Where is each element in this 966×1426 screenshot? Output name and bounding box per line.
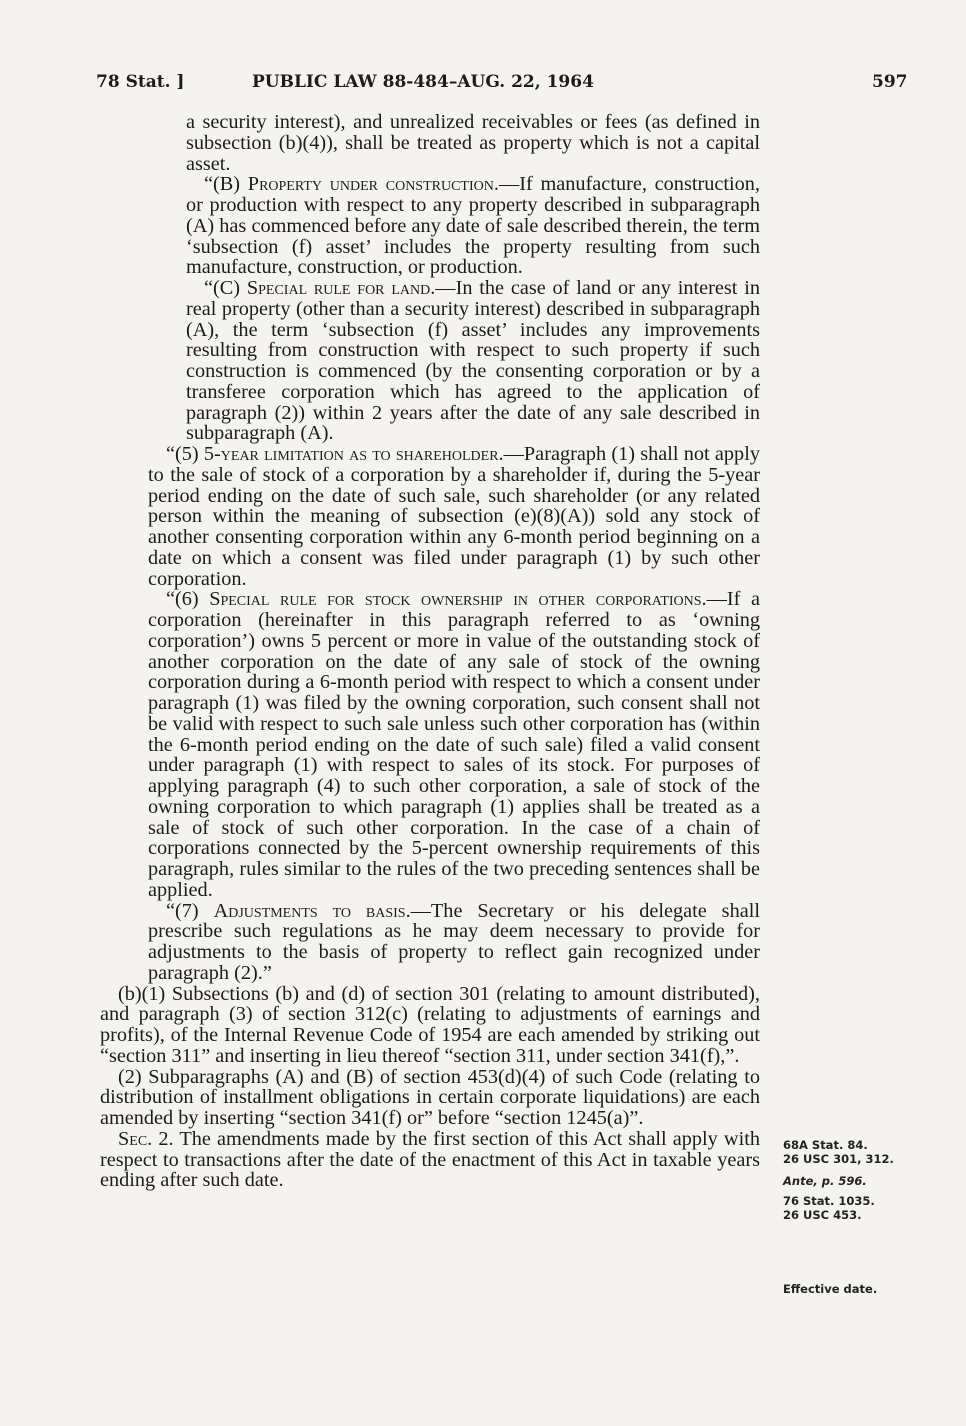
section-heading: Property under construction. xyxy=(247,173,499,196)
margin-note-effective-date: Effective date. xyxy=(783,1282,878,1296)
paragraph-property-under-construction: “(B) Property under construction.—If manufacture, construction, or production with respect to any property described in subparagraph (A) has commenced before any date of sale described therein, the term ‘subsection (f) asset’ includes the property resulting from such manufacture, construction, or production. xyxy=(186,173,760,279)
header-law-title: PUBLIC LAW 88-484–AUG. 22, 1964 xyxy=(252,72,594,92)
section-heading: Special rule for stock ownership in other corporations. xyxy=(209,588,707,611)
paragraph-security-interest: a security interest), and unrealized receivables or fees (as defined in subsection (b)(4)), shall be treated as property which is not a capital asset. xyxy=(186,111,760,175)
statute-text xyxy=(100,112,760,1191)
paragraph-b-1: (b)(1) Subsections (b) and (d) of section 301 (relating to amount distributed), and paragraph (3) of section 312(c) (relating to adjustments of earnings and profits), of the Internal Revenue Code of 1954 are each amended by striking out “section 311” and inserting in lieu thereof “section 311, under section 341(f),”. xyxy=(100,982,760,1067)
paragraph-stock-ownership: “(6) Special rule for stock ownership in other corporations.—If a corporation (hereinafter in this paragraph referred to as ‘owning corporation’) owns 5 percent or more in value of the outstanding stock of another corporation on the date of any sale of stock of the owning corporation during a 6-month period with respect to which a consent under paragraph (1) was filed by the owning corporation, such consent shall not be valid with respect to such sale unless such other corporation has (within the 6-month period ending on the date of such sale) filed a valid consent under paragraph (1) with respect to sales of its stock. For purposes of applying paragraph (4) to such other corporation, a sale of stock of the owning corporation to which paragraph (1) applies shall be treated as a sale of stock of such other corporation. In the case of a chain of corporations connected by the 5-percent ownership requirements of this paragraph, rules similar to the rules of the two preceding sentences shall be applied. xyxy=(148,588,760,901)
paragraph-sec-2: Sec. 2. The amendments made by the first section of this Act shall apply with respect to transactions after the date of the enactment of this Act in taxable years ending after such date. xyxy=(100,1127,760,1192)
section-heading: Special rule for land. xyxy=(246,277,436,299)
paragraph-special-rule-for-land: “(C) Special rule for land.—In the case of land or any interest in real property (other than a security interest) described in subparagraph (A), the term ‘subsection (f) asset’ includes any improvements resulting from construction with respect to such property if such construction is commenced (by the consenting corporation or by a transferee corporation which has agreed to the application of paragraph (2)) within 2 years after the date of any sale described in subparagraph (A). xyxy=(186,277,761,445)
header-stat-reference: 78 Stat. ] xyxy=(96,72,185,92)
margin-note-citation: 68A Stat. 84. 26 USC 301, 312. xyxy=(783,1138,894,1166)
paragraph-b-2: (2) Subparagraphs (A) and (B) of section 453(d)(4) of such Code (relating to distribution of installment obligations in certain corporate liquidations) are each amended by inserting “section 341(f) or” before “section 1245(a)”. xyxy=(100,1065,760,1129)
margin-note-citation-2: 76 Stat. 1035. 26 USC 453. xyxy=(783,1194,875,1222)
paragraph-adjustments-to-basis: “(7) Adjustments to basis.—The Secretary or his delegate shall prescribe such regulations as he may deem necessary to provide for adjustments to the basis of property to reflect gain recognized under paragraph (2).” xyxy=(148,899,760,984)
section-heading: Sec. xyxy=(118,1127,153,1150)
page-number: 597 xyxy=(872,72,908,92)
margin-note-ante: Ante, p. 596. xyxy=(783,1174,867,1188)
section-heading: Adjustments to basis. xyxy=(213,899,411,922)
paragraph-5-year-limitation: “(5) 5-year limitation as to shareholder.—Paragraph (1) shall not apply to the sale of stock of a corporation by a shareholder if, during the 5-year period ending on the date of such sale, such shareholder (or any related person within the meaning of subsection (e)(8)(A)) sold any stock of another consenting corporation within any 6-month period beginning on a date on which a consent was filed under paragraph (1) by such other corporation. xyxy=(148,443,760,590)
section-heading: 5-year limitation as to shareholder. xyxy=(203,443,504,465)
